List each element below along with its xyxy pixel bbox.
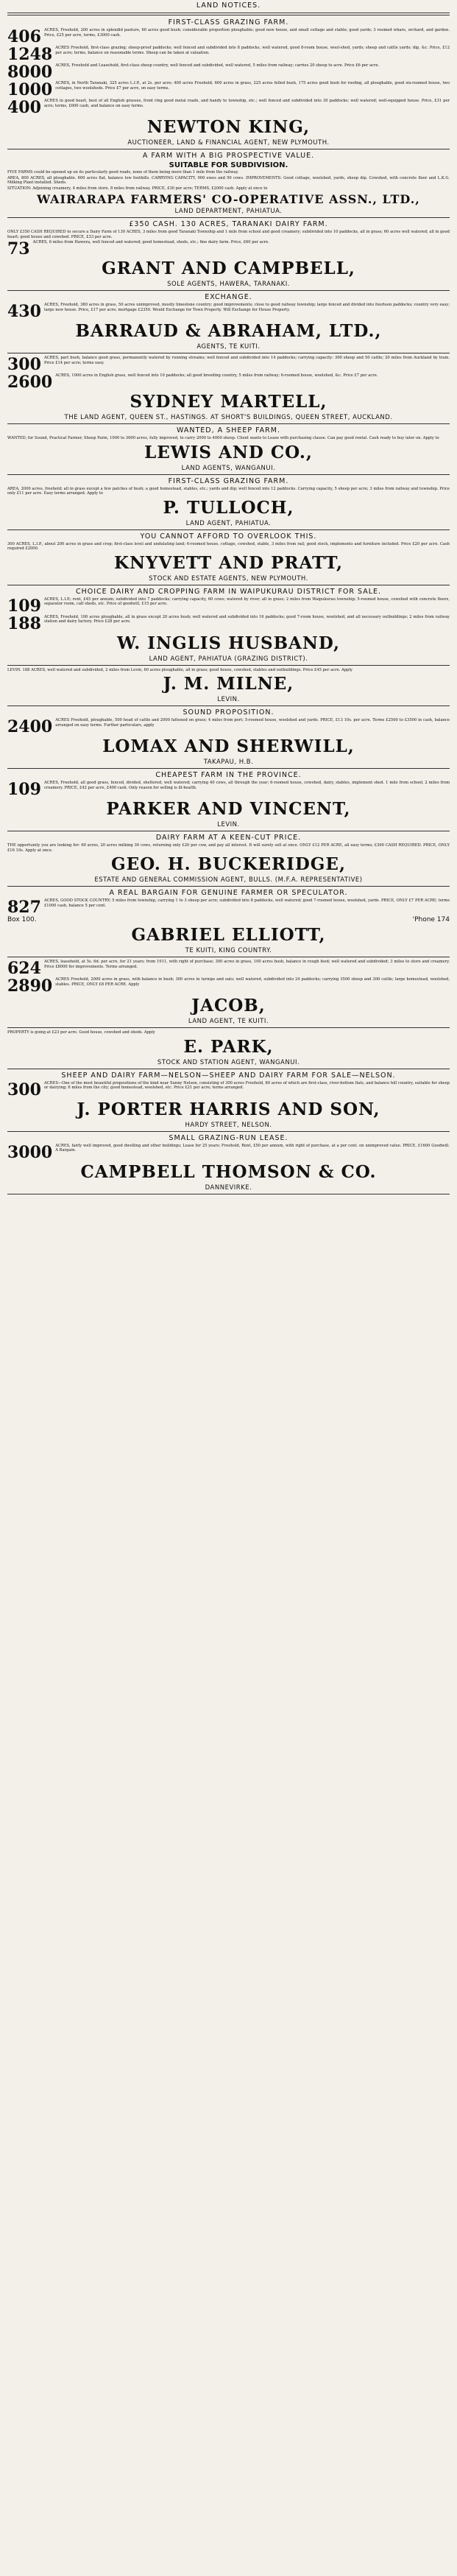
divider	[7, 1027, 450, 1028]
divider	[7, 665, 450, 666]
ad-paragraph	[7, 487, 450, 496]
agent-name: P. TULLOCH,	[163, 497, 294, 518]
agent-name: E. PARK,	[183, 1036, 274, 1057]
acreage-number: 400	[7, 98, 41, 117]
ad-text: ACRES—One of the most beautiful propositions of the kind near Sunny Nelson, consisting of 300 acres Freehold, 80 acres of which are first-class, river-bottom flats, and balance hill country, suitable for sheep or dairying; 6 miles from the city; good homestead, woolshed, etc. Price £21 per acre; terms arranged.	[43, 1080, 450, 1090]
divider	[7, 13, 450, 15]
classified-ad	[7, 426, 450, 475]
agent-name: WAIRARAPA FARMERS' CO-OPERATIVE ASSN., LTD.,	[37, 192, 420, 206]
ad-text: AREA, 2000 acres, freehold; all in grass except a few patches of bush; a good homestead, stables, etc.; yards and dip; well fenced into 12 paddocks. Carrying capacity, 5 sheep per acre; 3 miles from railway and township. Price only £11 per acre. Easy terms arranged. Apply to	[7, 486, 450, 496]
phone-number: 'Phone 174	[412, 916, 450, 923]
classified-ad	[7, 1030, 450, 1069]
acreage-number: 1000	[7, 80, 53, 99]
ad-text: ACRES, Freehold, 200 acres in splendid pasture, 60 acres good bush; considerable proportion ploughable; good new house, and small cottage and stable; good yards; 3 roomed whare, orchard, and garden. Price, £25 per acre, terms, £3000 cash.	[43, 28, 450, 38]
classified-ad	[7, 588, 450, 666]
acreage-number: 3000	[7, 1142, 53, 1162]
classified-ad	[7, 889, 450, 957]
divider	[7, 217, 450, 218]
ad-text: AREA, 800 ACRES, all ploughable. 600 acres flat, balance low foothills. CARRYING CAPACITY, 900 ewes and 50 cows. IMPROVEMENTS: Good cottage, woolshed, yards, sheep dip. Cowshed, with concrete floor and L.K.G. Milking Plant installed. Sheds.	[7, 175, 450, 185]
ad-header: SOUND PROPOSITION.	[183, 708, 274, 717]
ad-text: ACRES, part bush, balance good grass, permanently watered by running streams; well fenced and subdivided into 14 paddocks; carrying capacity: 300 sheep and 50 cattle; 20 miles from Auckland by train. Price £14 per acre; terms easy.	[43, 356, 450, 365]
agent-address: LAND AGENT, PAHIATUA (GRAZING DISTRICT).	[149, 655, 308, 663]
ad-header: CHOICE DAIRY AND CROPPING FARM IN WAIPUKURAU DISTRICT FOR SALE.	[75, 587, 382, 596]
agent-address: AUCTIONEER, LAND & FINANCIAL AGENT, NEW PLYMOUTH.	[127, 139, 330, 147]
agent-name: BARRAUD & ABRAHAM, LTD.,	[75, 321, 382, 341]
ad-paragraph	[7, 176, 450, 186]
agent-address: LEVIN.	[217, 696, 240, 703]
divider	[7, 290, 450, 291]
ad-header: £350 CASH. 130 ACRES, TARANAKI DAIRY FARM.	[129, 220, 328, 228]
divider	[7, 423, 450, 424]
acreage-number: 2400	[7, 717, 53, 736]
ad-header: WANTED, A SHEEP FARM.	[177, 426, 280, 434]
ad-text: ACRES Freehold, first-class grazing; sheep-proof paddocks; well fenced and subdivided into 8 paddocks, well watered, good 8-room house, wool-shed, yards; sheep and cattle yards; dip, &c. Price, £12 per acre; terms, balance on reasonable terms. Sheep can be taken at valuation.	[55, 46, 450, 55]
divider	[7, 768, 450, 769]
ad-paragraph	[7, 1144, 450, 1161]
ad-paragraph	[7, 960, 450, 976]
divider	[7, 1131, 450, 1132]
agent-address: STOCK AND ESTATE AGENTS, NEW PLYMOUTH.	[149, 574, 308, 583]
agent-address: LAND DEPARTMENT, PAHIATUA.	[174, 208, 283, 215]
acreage-number: 2600	[7, 373, 53, 392]
agent-name: LEWIS AND CO.,	[144, 442, 313, 462]
ad-paragraph	[7, 63, 450, 80]
ad-text: 300 ACRES, L.I.P., about 200 acres in grass and crop; first-class level and undulating land; 6-roomed house, cottage, cowshed, stable, 3 miles from rail; good stock, implements and furniture included. Price £20 per acre. Cash required £2000.	[7, 541, 450, 551]
classified-ad	[7, 708, 450, 769]
box-number: Box 100.	[7, 916, 37, 923]
ad-header: A REAL BARGAIN FOR GENUINE FARMER OR SPECULATOR.	[109, 889, 348, 897]
ad-paragraph	[7, 542, 450, 552]
acreage-number: 1248	[7, 45, 53, 64]
ad-paragraph	[7, 170, 450, 175]
ad-paragraph	[7, 99, 450, 116]
ad-paragraph	[7, 436, 450, 441]
ad-header: SHEEP AND DAIRY FARM—NELSON—SHEEP AND DAIRY FARM FOR SALE—NELSON.	[61, 1071, 396, 1080]
ad-text: ACRES, leasehold, at 5s. 6d. per acre, for 21 years; from 1911, with right of purchase; 300 acres in grass, 100 acres bush, balance in rough feed; well watered and subdivided; 3 miles to store and creamery. Price £8000 for improvements. Terms arranged.	[43, 960, 450, 969]
agent-address: LAND AGENTS, WANGANUI.	[181, 464, 276, 472]
ad-paragraph	[7, 718, 450, 735]
ad-paragraph	[7, 81, 450, 98]
ad-text: ACRES, Freehold, 380 acres in grass, 50 acres unimproved, mostly limestone country; good improvements; close to good railway township; large fenced and divided into fourteen paddocks; country very easy; large new house. Price, £17 per acre; mortgage £2350. Would Exchange for Town Property. Will Exchange for House Property.	[43, 303, 450, 312]
ad-paragraph	[7, 303, 450, 320]
ad-paragraph	[7, 356, 450, 373]
ad-paragraph	[7, 597, 450, 614]
ad-text: ACRES, 1000 acres in English grass, well fenced into 10 paddocks; all good breeding country, 5 miles from railway; 6-roomed house, woolshed, &c. Price £7 per acre.	[55, 373, 378, 378]
ad-text: ACRES, GOOD STOCK COUNTRY; 5 miles from township, carrying 1 to 3 sheep per acre; subdivided into 8 paddocks, well watered; good 7-roomed house, woolshed, yards. PRICE, ONLY £7 PER ACRE; terms £1000 cash, balance 5 per cent.	[43, 898, 450, 908]
classified-ad	[7, 668, 450, 707]
section-heading: LAND NOTICES.	[196, 1, 261, 10]
ad-text: PROPERTY is going at £23 per acre. Good house, cowshed and sheds. Apply	[7, 1030, 155, 1035]
acreage-number: 8000	[7, 63, 53, 82]
agent-address: HARDY STREET, NELSON.	[185, 1121, 272, 1129]
agent-name: J. PORTER HARRIS AND SON,	[77, 1099, 380, 1119]
agent-address: TAKAPAU, H.B.	[203, 759, 254, 766]
agent-name: LOMAX AND SHERWILL,	[102, 736, 355, 756]
agent-address: AGENTS, TE KUITI.	[196, 343, 261, 351]
ad-header: DAIRY FARM AT A KEEN-CUT PRICE.	[155, 834, 302, 842]
agent-name: J. M. MILNE,	[163, 674, 294, 694]
agent-address: LEVIN.	[217, 821, 240, 828]
acreage-number: 406	[7, 27, 41, 46]
classified-ad	[7, 293, 450, 353]
agent-address: ESTATE AND GENERAL COMMISSION AGENT, BULLS. (M.F.A. REPRESENTATIVE)	[94, 876, 363, 884]
classified-ad	[7, 1071, 450, 1132]
ad-paragraph	[7, 898, 450, 915]
acreage-number: 109	[7, 780, 41, 799]
divider	[7, 474, 450, 475]
classified-ad	[7, 834, 450, 887]
ad-header: SMALL GRAZING-RUN LEASE.	[169, 1133, 288, 1142]
agent-name: JACOB,	[191, 996, 266, 1016]
ad-paragraph	[7, 977, 450, 994]
ad-text: ACRES, Freehold, 100 acres ploughable, all in grass except 20 acres bush; well watered and subdivided into 16 paddocks; good 7-room house, woolshed, and all necessary outbuildings; 2 miles from railway station and dairy factory. Price £28 per acre.	[43, 614, 450, 624]
agent-address: SOLE AGENTS, HAWERA, TARANAKI.	[167, 281, 290, 288]
ad-text: ACRES, 6 miles from Hawera, well fenced and watered; good homestead, sheds, etc.; fine dairy farm. Price, £60 per acre.	[32, 240, 269, 244]
agent-address: DANNEVIRKE.	[205, 1183, 252, 1192]
agent-name: KNYVETT AND PRATT,	[114, 552, 343, 573]
acreage-number: 2890	[7, 976, 53, 996]
ad-text: ACRES, Freehold, all good grass, fenced, divided, sheltered, well watered; carrying 40 cows, all through the year; 6-roomed house, cowshed, dairy, stables, implement shed. 1 mile from school; 2 miles from creamery. PRICE, £42 per acre, £400 cash. Only reason for selling is ill-health.	[43, 781, 450, 790]
agent-name: SYDNEY MARTELL,	[130, 392, 327, 412]
agent-name: GRANT AND CAMPBELL,	[102, 258, 355, 278]
classified-ad	[7, 152, 450, 218]
ad-paragraph	[7, 28, 450, 45]
classified-ad	[7, 220, 450, 291]
ad-paragraph	[7, 186, 450, 191]
ad-header: CHEAPEST FARM IN THE PROVINCE.	[155, 771, 302, 779]
ad-text: FIVE FARMS could be opened up on its particularly good roads, none of them being more than 1 mile from the railway.	[7, 170, 239, 175]
ad-paragraph	[7, 1081, 450, 1098]
divider	[7, 705, 450, 706]
agent-address: LAND AGENT, TE KUITI.	[188, 1018, 269, 1025]
ad-text: LEVIN. 188 ACRES, well watered and subdivided, 2 miles from Levin, 60 acres ploughable, all in grass; good house, cowshed, stables and outbuildings. Price £45 per acre. Apply	[7, 667, 353, 672]
classified-ad	[7, 960, 450, 1028]
acreage-number: 73	[7, 239, 30, 258]
ad-text: WANTED, for Sound, Practical Farmer, Sheep Farm, 1000 to 3000 acres, fully improved, to carry 2000 to 4000 sheep. Client wants to Lease with purchasing clause. Can pay good rental. Cash ready to buy later on. Apply to	[7, 436, 439, 440]
ad-header: EXCHANGE.	[205, 293, 252, 301]
classified-ad	[7, 532, 450, 585]
ad-paragraph	[7, 615, 450, 632]
agent-name: CAMPBELL THOMSON & CO.	[80, 1161, 377, 1182]
ad-header: FIRST-CLASS GRAZING FARM.	[168, 18, 289, 27]
ad-text: ACRES, in North Taranaki, 325 acres L.I.P., at 2s. per acre; 400 acres Freehold, 600 acres in grass, 225 acres felled bush, 175 acres good bush for roofing, all ploughable, good six-roomed house, two cottages, two woolsheds. Price £7 per acre, on easy terms.	[55, 81, 450, 91]
ad-text: ACRES, L.I.P.; rent, £45 per annum; subdivided into 7 paddocks; carrying capacity, 60 cows; watered by river; all in grass; 2 miles from Waipukurau township; 5-roomed house, cowshed with concrete floors, separator room, calf sheds, etc. Price of goodwill, £15 per acre.	[43, 597, 450, 606]
ad-text: THE opportunity you are looking for: 60 acres, 20 acres milking 30 cows, returning only £20 per cow, and pay all interest. It will surely sell at once. ONLY £12 PER ACRE, all easy terms; £300 CASH REQUIRED. PRICE, ONLY £16 10s. Apply at once.	[7, 843, 450, 853]
ad-text: ACRES Freehold, ploughable, 500 head of cattle and 2000 fattened on grass; 4 miles from port; 5-roomed house, woolshed and yards. PRICE, £13 10s. per acre. Terms £2500 to £3500 in cash, balance arranged on easy terms. Further particulars, apply	[55, 718, 450, 728]
ad-header: FIRST-CLASS GRAZING FARM.	[168, 476, 289, 485]
ad-paragraph	[7, 843, 450, 853]
acreage-number: 300	[7, 355, 41, 374]
divider	[7, 529, 450, 530]
ad-text: ACRES, fairly well improved, good dwelling and other buildings; Lease for 25 years; Freehold, Rent, £50 per annum, with right of purchase, at a per cent. on unimproved value. PRICE, £1600 Goodwill. A Bargain.	[55, 1143, 450, 1152]
ad-header: A FARM WITH A BIG PROSPECTIVE VALUE.	[142, 152, 315, 160]
contact-row	[7, 916, 450, 923]
classified-ad	[7, 1134, 450, 1194]
agent-name: W. INGLIS HUSBAND,	[116, 633, 341, 653]
ads-list	[7, 18, 450, 1194]
divider	[7, 886, 450, 887]
agent-name: GEO. H. BUCKERIDGE,	[111, 854, 346, 874]
ad-paragraph	[7, 1030, 450, 1035]
ad-header: YOU CANNOT AFFORD TO OVERLOOK THIS.	[140, 532, 317, 541]
acreage-number: 624	[7, 959, 41, 978]
agent-name: GABRIEL ELLIOTT,	[131, 925, 326, 945]
ad-paragraph	[7, 668, 450, 673]
acreage-number: 430	[7, 302, 41, 321]
classified-ad	[7, 477, 450, 530]
ad-text: ONLY £350 CASH REQUIRED to secure a Dairy Farm of 130 ACRES, 3 miles from good Taranaki Township and 1 mile from school and good creamery; subdivided into 10 paddocks, all in grass; 60 acres well watered; all in good heart; good house and cowshed. PRICE, £33 per acre.	[7, 230, 450, 239]
agent-address: TE KUITI, KING COUNTRY.	[185, 947, 272, 954]
ad-text: ACRES in good heart, best of all English grasses, front ring good metal roads, and handy to township, etc.; well fenced and subdivided into 30 paddocks; well watered; well-equipped house. Price, £31 per acre; terms, £600 cash, and balance on easy terms.	[43, 99, 450, 108]
ad-paragraph	[7, 46, 450, 63]
classified-column	[7, 0, 450, 2576]
acreage-number: 188	[7, 613, 41, 633]
ad-lead: SUITABLE FOR SUBDIVISION.	[169, 161, 288, 169]
ad-text: SITUATION: Adjoining creamery, 4 miles from store, 8 miles from railway. PRICE, £30 per acre; TERMS, £2000 cash. Apply at once to	[7, 186, 268, 191]
ad-paragraph	[7, 373, 450, 390]
classified-ad	[7, 771, 450, 831]
acreage-number: 827	[7, 898, 41, 917]
acreage-number: 109	[7, 596, 41, 616]
agent-address: LAND AGENT, PAHIATUA.	[185, 519, 272, 527]
ad-text: ACRES, Freehold and Leasehold, first-class sheep country, well fenced and subdivided, well watered, 5 miles from railway; carries 20 sheep to acre. Price £6 per acre.	[55, 63, 380, 68]
ad-paragraph	[7, 230, 450, 239]
ad-paragraph	[7, 781, 450, 798]
agent-name: PARKER AND VINCENT,	[106, 799, 351, 819]
agent-name: NEWTON KING,	[146, 117, 311, 137]
ad-paragraph	[7, 240, 450, 257]
agent-address: STOCK AND STATION AGENT, WANGANUI.	[157, 1058, 300, 1066]
classified-ad	[7, 356, 450, 424]
acreage-number: 300	[7, 1080, 41, 1099]
classified-ad	[7, 18, 450, 149]
ad-text: ACRES Freehold, 2000 acres in grass, with balance in bush; 300 acres in turnips and oats; well watered, subdivided into 24 paddocks; carrying 3500 sheep and 300 cattle; large homestead, woolshed, stables. PRICE, ONLY £8 PER ACRE. Apply	[55, 977, 450, 987]
agent-address: THE LAND AGENT, QUEEN ST., HASTINGS. AT SHORT'S BUILDINGS, QUEEN STREET, AUCKLAND.	[64, 414, 393, 421]
